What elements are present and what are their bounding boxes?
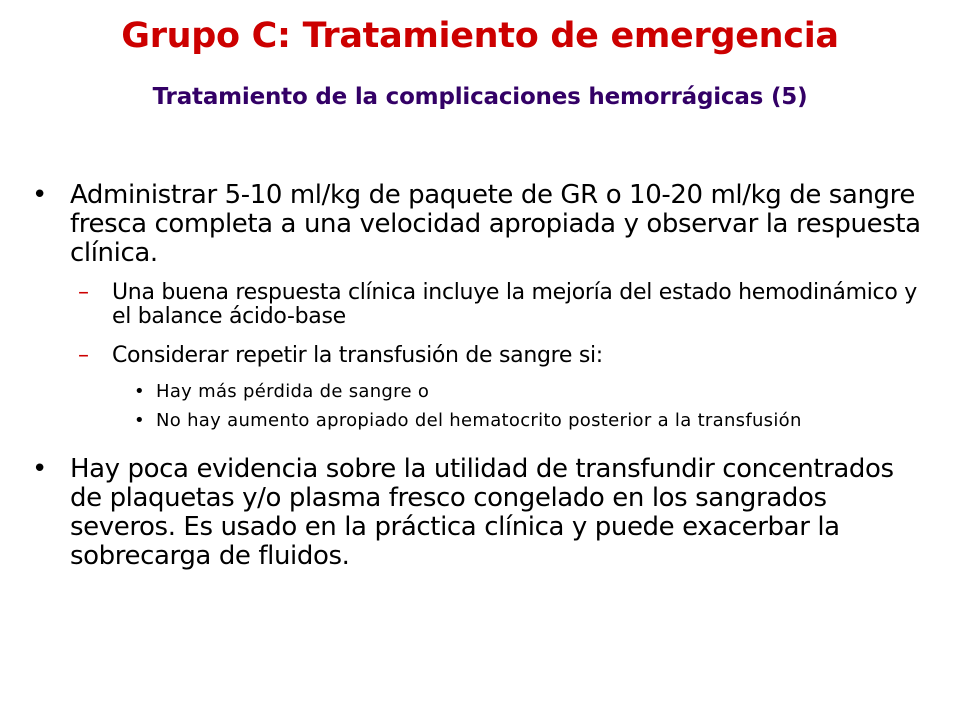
sub-bullet-item [28, 281, 928, 329]
sub-bullet-text: Una buena respuesta clínica incluye la mejoría del estado hemodinámico y el balance ácido-base [112, 280, 917, 329]
sub-sub-bullet-text: No hay aumento apropiado del hematocrito posterior a la transfusión [156, 410, 802, 431]
bullet-text: Administrar 5-10 ml/kg de paquete de GR o 10-20 ml/kg de sangre fresca completa a una velocidad apropiada y observar la respuesta clínica. [70, 180, 921, 268]
dash-icon: – [78, 280, 89, 305]
sub-sub-bullet-text: Hay más pérdida de sangre o [156, 381, 430, 402]
bullet-dot-icon: • [134, 410, 145, 431]
sub-sub-bullet-item [28, 410, 928, 432]
slide-title: Grupo C: Tratamiento de emergencia [121, 16, 839, 56]
bullet-dot-icon: • [32, 180, 47, 210]
sub-bullet-item [28, 344, 928, 368]
slide-body [28, 181, 928, 571]
bullet-item [28, 455, 928, 571]
dash-icon: – [78, 343, 89, 368]
sub-bullet-text: Considerar repetir la transfusión de sangre si: [112, 343, 603, 368]
sub-sub-bullet-item [28, 381, 928, 403]
slide-subtitle: Tratamiento de la complicaciones hemorrágicas (5) [152, 84, 808, 110]
bullet-dot-icon: • [32, 454, 47, 484]
bullet-text: Hay poca evidencia sobre la utilidad de transfundir concentrados de plaquetas y/o plasma fresco congelado en los sangrados severos. Es usado en la práctica clínica y puede exacerbar la sobrecarga de fluidos. [70, 454, 894, 571]
bullet-item [28, 181, 928, 268]
bullet-dot-icon: • [134, 381, 145, 402]
